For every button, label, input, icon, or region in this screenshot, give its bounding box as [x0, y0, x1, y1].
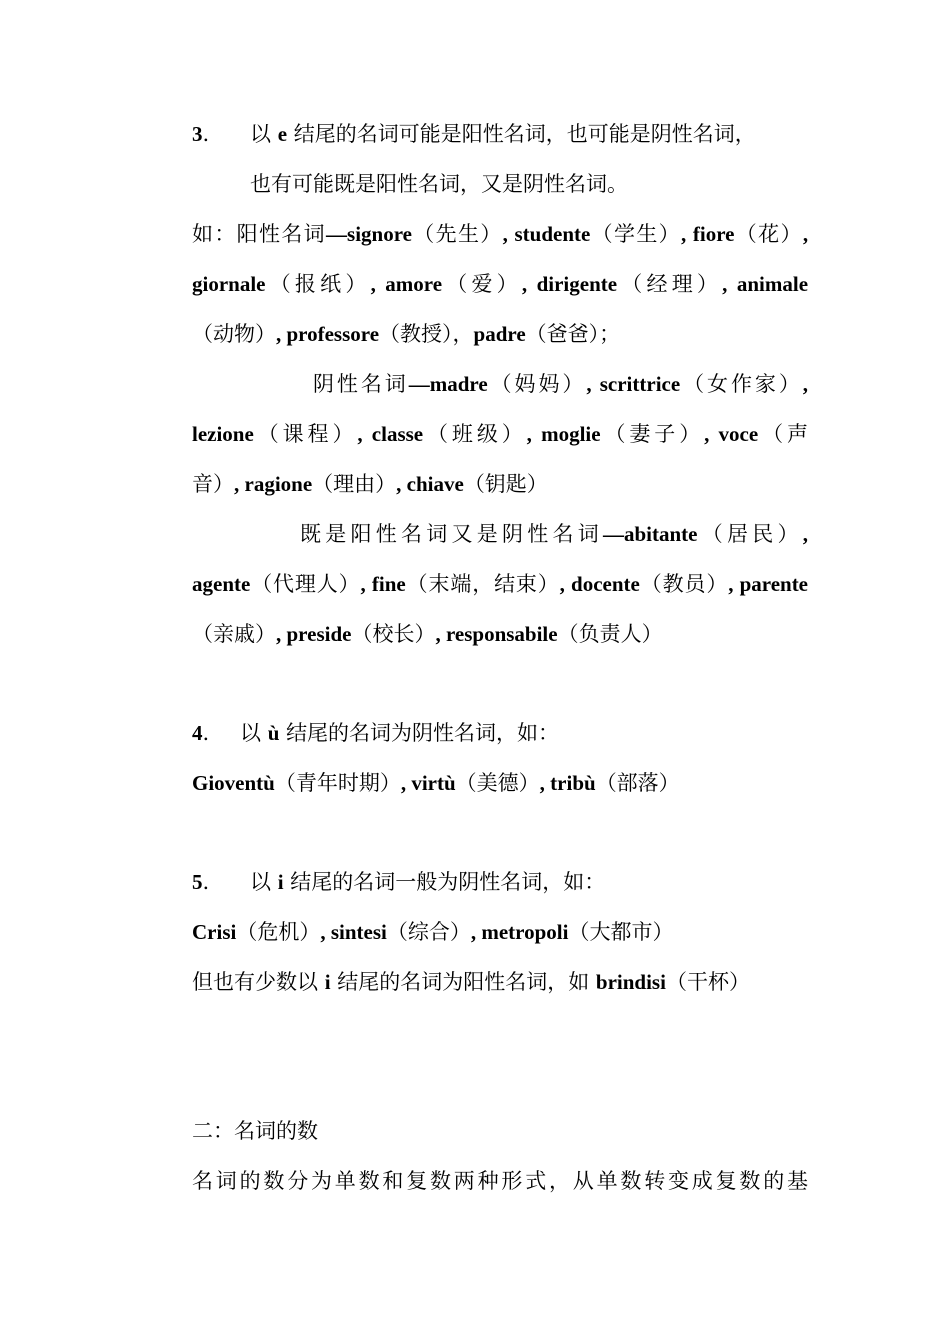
italian-word: , scrittrice [586, 372, 681, 396]
italian-word: , parente [728, 572, 809, 596]
section-dot: . [202, 122, 210, 146]
chinese-gloss: （课程） [253, 422, 358, 446]
title-text: 以 [250, 122, 271, 146]
chinese-gloss: （综合） [386, 920, 471, 944]
italian-word: , studente [502, 222, 591, 246]
note-text: 结尾的名词为阳性名词，如 [337, 970, 590, 994]
italian-word: padre [473, 322, 526, 346]
label-text: 既是阳性名词又是阴性名词 [300, 522, 603, 546]
section-number: 3 [192, 122, 203, 146]
section-4-heading [192, 716, 808, 750]
chinese-gloss: （亲戚） [192, 622, 276, 646]
chinese-gloss: （大都市） [568, 920, 674, 944]
section-3-heading [192, 117, 808, 151]
italian-word: —madre [408, 372, 488, 396]
chinese-gloss: （危机） [236, 920, 321, 944]
section-dot: . [202, 870, 210, 894]
italian-word: , ragione [234, 472, 313, 496]
italian-word: , preside [276, 622, 352, 646]
chinese-gloss: 音） [192, 472, 234, 496]
chinese-gloss: （负责人） [557, 622, 663, 646]
common-gender-line-3 [192, 617, 808, 651]
chinese-gloss: （钥匙） [463, 472, 548, 496]
title-letter: ù [267, 721, 280, 745]
chinese-gloss: （教员） [639, 572, 729, 596]
chinese-gloss: （居民） [697, 522, 803, 546]
section-number: 5 [192, 870, 203, 894]
chinese-gloss: （青年时期） [274, 771, 401, 795]
italian-word: , fine [360, 572, 406, 596]
italian-word: brindisi [595, 970, 666, 994]
chinese-gloss: （报纸） [265, 272, 371, 296]
italian-word: agente [192, 572, 251, 596]
note-text: 但也有少数以 [192, 970, 318, 994]
section-5-title [250, 865, 605, 899]
italian-word: Crisi [192, 920, 237, 944]
italian-word: , voce [704, 422, 759, 446]
chinese-gloss: （美德） [455, 771, 540, 795]
common-gender-line-2 [192, 567, 808, 601]
italian-word: —signore [326, 222, 412, 246]
chinese-gloss: （班级） [423, 422, 527, 446]
italian-word: , sintesi [320, 920, 387, 944]
section-5-exception [192, 965, 808, 999]
masculine-line-1 [192, 217, 808, 251]
italian-word: , tribù [539, 771, 596, 795]
italian-word: Gioventù [192, 771, 275, 795]
chinese-gloss: （末端，结束） [405, 572, 560, 596]
note-letter: i [324, 970, 331, 994]
italian-word: , metropoli [470, 920, 569, 944]
italian-word: , responsabile [435, 622, 558, 646]
punctuation: , [802, 372, 809, 396]
italian-word: —abitante [603, 522, 698, 546]
title-letter: e [277, 122, 288, 146]
chinese-gloss: （动物） [192, 322, 276, 346]
chinese-gloss: （理由） [312, 472, 397, 496]
section-number-body: 名词的数分为单数和复数两种形式，从单数转变成复数的基 [192, 1169, 808, 1193]
feminine-line-3 [192, 467, 808, 501]
section-3-title [250, 117, 756, 151]
chinese-gloss: （爸爸）； [525, 322, 621, 346]
feminine-line-1 [313, 367, 808, 401]
italian-word: lezione [192, 422, 254, 446]
section-5-examples [192, 915, 808, 949]
title-text: 以 [250, 870, 271, 894]
label-text: 阴性名词 [313, 372, 409, 396]
italian-word: giornale [192, 272, 266, 296]
section-dot: . [202, 721, 210, 745]
title-letter: i [277, 870, 284, 894]
section-4-examples [192, 766, 808, 800]
italian-word: , docente [559, 572, 640, 596]
italian-word: , fiore [681, 222, 735, 246]
italian-word: , virtù [400, 771, 456, 795]
chinese-gloss: （妈妈） [487, 372, 587, 396]
chinese-gloss: （干杯） [665, 970, 750, 994]
italian-word: , dirigente [521, 272, 618, 296]
chinese-gloss: （花） [734, 222, 803, 246]
chinese-gloss: （教授）， [379, 322, 474, 346]
italian-word: , amore [370, 272, 443, 296]
masculine-line-2 [192, 267, 808, 301]
chinese-gloss: （部落） [595, 771, 680, 795]
chinese-gloss: （爱） [442, 272, 522, 296]
label-text: 如：阳性名词 [192, 222, 327, 246]
title-text: 结尾的名词为阴性名词，如： [286, 721, 560, 745]
chinese-gloss: （声 [758, 422, 809, 446]
chinese-gloss: （校长） [351, 622, 436, 646]
chinese-gloss: （先生） [411, 222, 503, 246]
chinese-gloss: （女作家） [680, 372, 803, 396]
chinese-gloss: （代理人） [250, 572, 361, 596]
section-3-subtitle: 也有可能既是阳性名词，又是阴性名词。 [250, 172, 628, 196]
feminine-line-2 [192, 417, 808, 451]
title-text: 结尾的名词可能是阳性名词，也可能是阴性名词， [293, 122, 756, 146]
punctuation: , [802, 222, 809, 246]
chinese-gloss: （妻子） [600, 422, 705, 446]
chinese-gloss: （学生） [590, 222, 682, 246]
punctuation: , [802, 522, 808, 546]
section-number-heading: 二：名词的数 [192, 1119, 318, 1143]
section-number: 4 [192, 721, 203, 745]
chinese-gloss: （经理） [617, 272, 723, 296]
italian-word: , professore [276, 322, 380, 346]
title-text: 以 [240, 721, 261, 745]
italian-word: , animale [722, 272, 809, 296]
italian-word: , moglie [526, 422, 601, 446]
common-gender-line-1 [300, 517, 808, 551]
section-5-heading [192, 865, 808, 899]
italian-word: , classe [357, 422, 424, 446]
title-text: 结尾的名词一般为阴性名词，如： [290, 870, 606, 894]
masculine-line-3 [192, 317, 808, 351]
italian-word: , chiave [396, 472, 464, 496]
section-4-title [240, 716, 559, 750]
